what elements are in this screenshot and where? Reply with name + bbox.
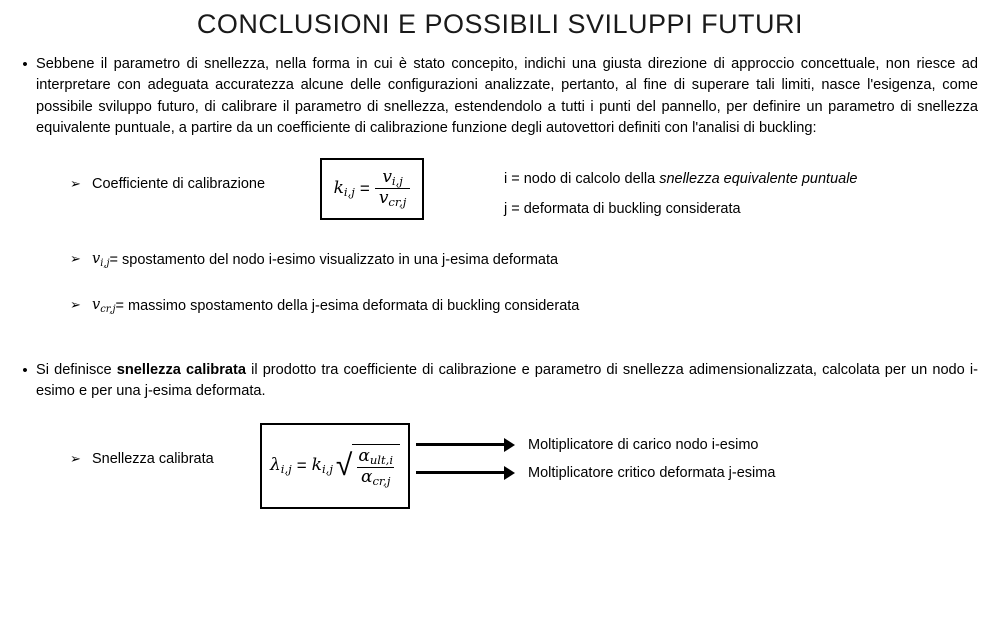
sub-bullet-marker-icon: ➢ xyxy=(70,297,81,313)
formula-fraction-denominator: $v_{cr,j}$ xyxy=(375,188,411,209)
formula-note-i: i = nodo di calcolo della snellezza equivalente puntuale xyxy=(504,170,858,187)
sub-bullet-marker-icon: ➢ xyxy=(70,251,81,267)
formula-fraction xyxy=(375,168,411,209)
definition-variable-vcrj: $v_{cr,j}$ xyxy=(92,296,116,315)
definition-variable-vij: $v_{i,j}$ xyxy=(92,250,110,269)
annotation-arrow-row-1 xyxy=(416,437,775,453)
square-root-icon xyxy=(336,444,400,488)
definition-text-vcrj: = massimo spostamento della j-esima deformata di buckling considerata xyxy=(115,297,580,314)
bullet-marker-icon: • xyxy=(22,361,28,379)
calibrated-slenderness-label: Snellezza calibrata xyxy=(92,450,214,467)
bullet-paragraph-1-text: Sebbene il parametro di snellezza, nella forma in cui è stato concepito, indichi una giusta direzione di approccio concettuale, non riesce ad interpretare con adeguata accuratezza alcune delle configurazioni analizzate, pertanto, al fine di superare tali limiti, nasce l'esigenza, come possibile sviluppo futuro, di calibrare il parametro di snellezza, estendendolo a tutti i punti del pannello, per definire un parametro di snellezza equivalente puntuale, a partire da un coefficiente di calibrazione funzione degli autovettori definiti con l'analisi di buckling: xyxy=(36,55,978,137)
bullet-paragraph-2-text: Si definisce snellezza calibrata il prodotto tra coefficiente di calibrazione e parametro di snellezza adimensionalizzata, calcolata per un nodo i-esimo e per una j-esima deformata. xyxy=(36,361,978,400)
formula-fraction-numerator: $\alpha_{ult,i}$ xyxy=(358,445,394,467)
formula-notes xyxy=(504,156,858,224)
bullet-paragraph-1 xyxy=(0,54,1000,140)
bullet-paragraph-2 xyxy=(0,360,1000,403)
calibration-coefficient-label-group xyxy=(70,156,320,194)
definition-row-vcrj xyxy=(70,296,1000,316)
calibrated-slenderness-row xyxy=(0,423,1000,509)
formula-fraction-alpha xyxy=(354,447,397,488)
formula-factor-k: $k_{i,j}$ xyxy=(311,455,333,477)
bullet-marker-icon: • xyxy=(22,55,28,73)
formula-box-calibration-coefficient xyxy=(320,158,424,220)
annotation-arrows xyxy=(416,423,775,481)
definition-row-vij xyxy=(70,250,1000,270)
annotation-arrow-row-2 xyxy=(416,465,775,481)
sub-bullet-marker-icon: ➢ xyxy=(70,451,81,467)
page-title: CONCLUSIONI E POSSIBILI SVILUPPI FUTURI xyxy=(196,9,804,39)
sub-bullet-marker-icon: ➢ xyxy=(70,176,81,192)
formula-equals-sign: = xyxy=(296,455,307,475)
calibration-coefficient-row xyxy=(0,156,1000,224)
formula-fraction-numerator: $v_{i,j}$ xyxy=(382,167,403,189)
arrow-right-icon xyxy=(416,471,506,474)
radical-sign: √ xyxy=(335,448,353,482)
calibrated-slenderness-label-group xyxy=(70,423,260,469)
formula-equals-sign: = xyxy=(359,178,370,198)
formula-note-j: j = deformata di buckling considerata xyxy=(504,200,741,217)
arrow-right-icon xyxy=(416,443,506,446)
definition-text-vij: = spostamento del nodo i-esimo visualizzato in una j-esima deformata xyxy=(109,251,559,268)
formula-lhs-lambda: $\lambda_{i,j}$ xyxy=(269,455,292,477)
calibration-coefficient-label: Coefficiente di calibrazione xyxy=(92,175,266,192)
formula-fraction-denominator: $\alpha_{cr,j}$ xyxy=(357,467,394,488)
formula-lhs: $k_{i,j}$ xyxy=(333,178,355,200)
slide xyxy=(0,10,1000,640)
annotation-caption-1: Moltiplicatore di carico nodo i-esimo xyxy=(528,436,759,453)
annotation-caption-2: Moltiplicatore critico deformata j-esima xyxy=(528,464,776,481)
formula-box-calibrated-slenderness xyxy=(260,423,410,509)
radicand xyxy=(352,444,400,488)
